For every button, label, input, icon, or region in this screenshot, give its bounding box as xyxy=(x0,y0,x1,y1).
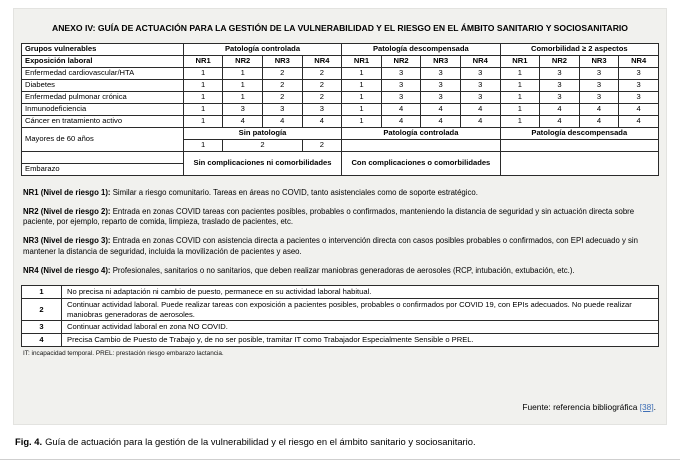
risk-cell: 1 xyxy=(500,103,540,115)
risk-cell: 3 xyxy=(579,91,619,103)
risk-cell: 2 xyxy=(223,139,302,151)
note-nr4 xyxy=(23,266,657,277)
row-label: Inmunodeficiencia xyxy=(22,103,184,115)
figure-panel xyxy=(13,8,667,425)
risk-cell: 1 xyxy=(500,67,540,79)
risk-cell: 4 xyxy=(421,115,461,127)
risk-cell: 4 xyxy=(302,115,342,127)
risk-cell: 3 xyxy=(540,79,580,91)
row-label-embarazo: Embarazo xyxy=(22,163,184,175)
nr-header: NR4 xyxy=(302,55,342,67)
risk-cell: 3 xyxy=(421,79,461,91)
risk-cell: 4 xyxy=(619,103,659,115)
risk-cell: 4 xyxy=(540,103,580,115)
risk-cell: 4 xyxy=(579,103,619,115)
table-row-cardiovascular xyxy=(22,67,659,79)
note-nr1-text: Similar a riesgo comunitario. Tareas en áreas no COVID, tanto asistenciales como de soporte estratégico. xyxy=(112,187,478,197)
legend-level: 2 xyxy=(22,298,62,321)
nr-header: NR3 xyxy=(421,55,461,67)
risk-cell: 1 xyxy=(183,67,223,79)
risk-cell: 1 xyxy=(223,67,263,79)
risk-cell: 2 xyxy=(302,67,342,79)
figure-caption-label: Fig. 4. xyxy=(15,436,43,447)
nr-header: NR3 xyxy=(263,55,303,67)
table-row-pulmonar xyxy=(22,91,659,103)
legend-row xyxy=(22,285,659,298)
note-nr3-prefix: NR3 (Nivel de riesgo 3): xyxy=(23,236,111,246)
risk-cell: 3 xyxy=(421,91,461,103)
nr-header: NR3 xyxy=(579,55,619,67)
nr-header: NR1 xyxy=(342,55,382,67)
figure-caption xyxy=(15,436,665,448)
row-label: Enfermedad cardiovascular/HTA xyxy=(22,67,184,79)
risk-cell: 1 xyxy=(342,103,382,115)
risk-cell: 2 xyxy=(263,79,303,91)
risk-cell: 3 xyxy=(381,79,421,91)
legend-text: Continuar actividad laboral. Puede realizar tareas con exposición a pacientes posibles, probables o confirmados por COVID 19, con EPIs adecuados. No puede realizar maniobras generadoras de aerosoles. xyxy=(62,298,659,321)
legend-level: 3 xyxy=(22,321,62,334)
risk-cell: 4 xyxy=(540,115,580,127)
group-header: Comorbilidad ≥ 2 aspectos xyxy=(500,43,658,55)
corner-exposicion-laboral: Exposición laboral xyxy=(22,55,184,67)
embarazo-comorbilidad-na-cell xyxy=(500,151,658,175)
nr-header: NR4 xyxy=(460,55,500,67)
risk-cell: 1 xyxy=(183,139,223,151)
note-nr4-prefix: NR4 (Nivel de riesgo 4): xyxy=(23,265,111,275)
risk-cell: 4 xyxy=(381,103,421,115)
risk-cell: 4 xyxy=(263,115,303,127)
embarazo-subheader-row xyxy=(22,151,659,163)
subheader-sin-complicaciones: Sin complicaciones ni comorbilidades xyxy=(183,151,341,175)
legend-text: Continuar actividad laboral en zona NO COVID. xyxy=(62,321,659,334)
nr-header: NR1 xyxy=(183,55,223,67)
note-nr4-text: Profesionales, sanitarios o no sanitarios, que deben realizar maniobras generadoras de aerosoles (RCP, intubación, extubación, etc.). xyxy=(112,265,575,275)
corner-grupos-vulnerables: Grupos vulnerables xyxy=(22,43,184,55)
legend-row xyxy=(22,298,659,321)
row-label-mayores: Mayores de 60 años xyxy=(22,127,184,151)
note-nr3 xyxy=(23,236,657,257)
risk-cell: 2 xyxy=(302,79,342,91)
nr-header-row xyxy=(22,55,659,67)
risk-cell: 1 xyxy=(342,91,382,103)
risk-cell: 1 xyxy=(183,91,223,103)
risk-cell: 3 xyxy=(619,79,659,91)
risk-cell: 1 xyxy=(500,79,540,91)
row-label: Enfermedad pulmonar crónica xyxy=(22,91,184,103)
risk-cell: 3 xyxy=(381,67,421,79)
risk-cell: 3 xyxy=(579,79,619,91)
nr-header: NR2 xyxy=(381,55,421,67)
risk-cell: 1 xyxy=(183,79,223,91)
risk-cell: 3 xyxy=(619,91,659,103)
group-header: Patología descompensada xyxy=(342,43,500,55)
table-row-diabetes xyxy=(22,79,659,91)
legend-row xyxy=(22,334,659,347)
abbreviations-footnote: IT: incapacidad temporal. PREL: prestación riesgo embarazo lactancia. xyxy=(23,350,224,358)
risk-cell: 1 xyxy=(500,91,540,103)
risk-cell: 4 xyxy=(223,115,263,127)
risk-cell: 3 xyxy=(619,67,659,79)
risk-cell: 3 xyxy=(460,79,500,91)
table-row-cancer xyxy=(22,115,659,127)
group-header-row xyxy=(22,43,659,55)
risk-cell: 1 xyxy=(342,67,382,79)
risk-cell: 1 xyxy=(223,79,263,91)
action-legend-table xyxy=(21,285,659,347)
risk-cell: 3 xyxy=(302,103,342,115)
mayores-subheader-row xyxy=(22,127,659,139)
figure-title: ANEXO IV: GUÍA DE ACTUACIÓN PARA LA GESTIÓN DE LA VULNERABILIDAD Y EL RIESGO EN EL ÁMBITO SANITARIO Y SOCIOSANITARIO xyxy=(52,23,628,33)
nr-header: NR4 xyxy=(619,55,659,67)
risk-cell: 4 xyxy=(460,115,500,127)
figure-caption-text: Guía de actuación para la gestión de la vulnerabilidad y el riesgo en el ámbito sanitario y sociosanitario. xyxy=(45,436,476,447)
vulnerability-risk-table xyxy=(21,43,659,176)
risk-cell: 1 xyxy=(500,115,540,127)
risk-cell: 3 xyxy=(223,103,263,115)
risk-cell: 1 xyxy=(342,79,382,91)
note-nr3-text: Entrada en zonas COVID con asistencia directa a pacientes o intervención directa con casos posibles probables o confirmados, con EPI adecuado y sin mantener la distancia de seguridad, incluida la movilización de pacientes y aseo. xyxy=(23,236,638,256)
risk-cell: 4 xyxy=(619,115,659,127)
risk-cell: 3 xyxy=(460,91,500,103)
note-nr2-text: Entrada en zonas COVID tareas con pacientes posibles, probables o confirmados, manteniendo la distancia de seguridad y sin actuación directa sobre paciente, por ejemplo, reparto de comida, limpieza, traslado de pacientes, etc. xyxy=(23,206,635,227)
legend-text: No precisa ni adaptación ni cambio de puesto, permanece en su actividad laboral habitual. xyxy=(62,285,659,298)
risk-cell: 1 xyxy=(342,115,382,127)
risk-cell: 2 xyxy=(263,67,303,79)
risk-cell: 3 xyxy=(381,91,421,103)
risk-cell: 2 xyxy=(302,91,342,103)
page-divider xyxy=(0,459,680,460)
subheader-patologia-controlada: Patología controlada xyxy=(342,127,500,139)
page xyxy=(0,8,680,462)
row-label: Cáncer en tratamiento activo xyxy=(22,115,184,127)
risk-cell: 1 xyxy=(183,115,223,127)
note-nr2 xyxy=(23,207,657,228)
risk-cell: 2 xyxy=(263,91,303,103)
risk-cell: 3 xyxy=(540,67,580,79)
nr-header: NR1 xyxy=(500,55,540,67)
mayores-descompensada-bar xyxy=(500,139,658,151)
legend-text: Precisa Cambio de Puesto de Trabajo y, de no ser posible, tramitar IT como Trabajador Especialmente Sensible o PREL. xyxy=(62,334,659,347)
risk-cell: 2 xyxy=(302,139,342,151)
risk-cell: 3 xyxy=(263,103,303,115)
risk-cell: 4 xyxy=(579,115,619,127)
legend-level: 4 xyxy=(22,334,62,347)
note-nr1 xyxy=(23,188,657,199)
row-label: Diabetes xyxy=(22,79,184,91)
risk-cell: 4 xyxy=(460,103,500,115)
note-nr2-prefix: NR2 (Nivel de riesgo 2): xyxy=(23,206,111,216)
risk-cell: 3 xyxy=(579,67,619,79)
risk-cell: 1 xyxy=(183,103,223,115)
subheader-patologia-descompensada: Patología descompensada xyxy=(500,127,658,139)
risk-cell: 4 xyxy=(421,103,461,115)
risk-cell: 3 xyxy=(460,67,500,79)
risk-cell: 1 xyxy=(223,91,263,103)
source-line xyxy=(522,402,656,412)
risk-cell: 3 xyxy=(421,67,461,79)
risk-cell: 3 xyxy=(540,91,580,103)
source-suffix: . xyxy=(653,402,656,412)
table-row-inmunodeficiencia xyxy=(22,103,659,115)
note-nr1-prefix: NR1 (Nivel de riesgo 1): xyxy=(23,187,111,197)
legend-row xyxy=(22,321,659,334)
reference-link[interactable]: [38] xyxy=(639,402,654,412)
subheader-con-complicaciones: Con complicaciones o comorbilidades xyxy=(342,151,500,175)
group-header: Patología controlada xyxy=(183,43,341,55)
legend-level: 1 xyxy=(22,285,62,298)
subheader-sin-patologia: Sin patología xyxy=(183,127,341,139)
source-prefix: Fuente: referencia bibliográfica xyxy=(522,402,640,412)
nr-header: NR2 xyxy=(540,55,580,67)
mayores-controlada-bar xyxy=(342,139,500,151)
nr-header: NR2 xyxy=(223,55,263,67)
empty-left-cell xyxy=(22,151,184,163)
nr-definitions xyxy=(23,188,657,277)
risk-cell: 4 xyxy=(381,115,421,127)
